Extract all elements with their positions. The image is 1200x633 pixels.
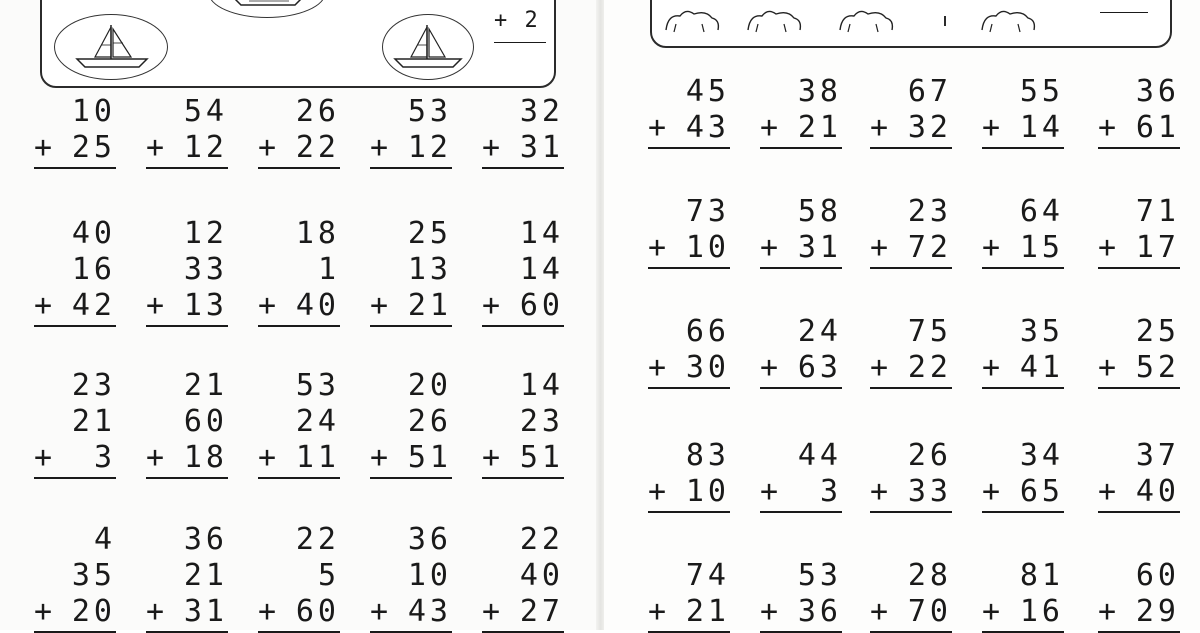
addend: 28	[907, 558, 952, 593]
operator-row	[982, 110, 1064, 149]
addend: 22	[295, 522, 340, 557]
addend: 66	[685, 314, 730, 349]
last-addend: 60	[519, 288, 564, 323]
plus-sign: +	[258, 130, 277, 165]
dog-icon	[978, 6, 1038, 34]
plus-sign: +	[982, 110, 1001, 145]
last-addend: 17	[1135, 230, 1180, 265]
addition-problem	[370, 216, 452, 327]
operator-row	[648, 474, 730, 513]
addend: 18	[295, 216, 340, 251]
operator-row	[1098, 230, 1180, 269]
last-addend: 43	[685, 110, 730, 145]
last-addend: 40	[1135, 474, 1180, 509]
addition-problem	[760, 438, 842, 513]
operator-row	[648, 230, 730, 269]
addend: 83	[685, 438, 730, 473]
header-value: 2	[524, 8, 540, 33]
plus-sign: +	[760, 230, 779, 265]
addend: 40	[71, 216, 116, 251]
last-addend: 40	[295, 288, 340, 323]
plus-sign: +	[34, 440, 53, 475]
addend: 71	[1135, 194, 1180, 229]
operator-row	[648, 350, 730, 389]
addition-problem	[1098, 314, 1180, 389]
plus-sign: +	[982, 594, 1001, 629]
last-addend: 41	[1019, 350, 1064, 385]
last-addend: 30	[685, 350, 730, 385]
addend: 20	[407, 368, 452, 403]
addend: 55	[1019, 74, 1064, 109]
last-addend: 10	[685, 230, 730, 265]
plus-sign: +	[34, 594, 53, 629]
addition-problem	[146, 368, 228, 479]
addend: 75	[907, 314, 952, 349]
addend: 10	[71, 94, 116, 129]
last-addend: 65	[1019, 474, 1064, 509]
addition-problem	[146, 94, 228, 169]
plus-sign: +	[870, 230, 889, 265]
addition-problem	[760, 314, 842, 389]
operator-row	[258, 130, 340, 169]
last-addend: 51	[519, 440, 564, 475]
header-answer-line	[494, 42, 546, 43]
operator-row	[146, 594, 228, 633]
addend: 21	[71, 404, 116, 439]
addition-problem	[648, 74, 730, 149]
plus-sign: +	[370, 130, 389, 165]
addend: 54	[183, 94, 228, 129]
operator-row	[258, 594, 340, 633]
addend: 24	[295, 404, 340, 439]
last-addend: 12	[407, 130, 452, 165]
operator-row	[1098, 110, 1180, 149]
operator-row	[482, 440, 564, 479]
operator-row	[1098, 474, 1180, 513]
addend: 14	[519, 368, 564, 403]
operator-row	[760, 474, 842, 513]
plus-sign: +	[146, 288, 165, 323]
operator-row	[482, 594, 564, 633]
plus-sign: +	[982, 230, 1001, 265]
addend: 36	[1135, 74, 1180, 109]
plus-sign: +	[760, 594, 779, 629]
addition-problem	[34, 216, 116, 327]
addition-problem	[870, 314, 952, 389]
plus-sign: +	[370, 288, 389, 323]
last-addend: 43	[407, 594, 452, 629]
addition-problem	[870, 438, 952, 513]
operator-row	[34, 288, 116, 327]
last-addend: 61	[1135, 110, 1180, 145]
last-addend: 13	[183, 288, 228, 323]
addend: 35	[1019, 314, 1064, 349]
addend: 13	[407, 252, 452, 287]
addition-problem	[370, 368, 452, 479]
operator-row	[370, 130, 452, 169]
last-addend: 22	[295, 130, 340, 165]
operator-row	[482, 288, 564, 327]
header-answer-line	[1100, 12, 1148, 13]
addend: 23	[907, 194, 952, 229]
plus-sign: +	[482, 130, 501, 165]
addition-problem	[258, 216, 340, 327]
plus-sign: +	[648, 110, 667, 145]
operator-row	[1098, 350, 1180, 389]
last-addend: 63	[797, 350, 842, 385]
plus-sign: +	[648, 474, 667, 509]
addend: 14	[519, 252, 564, 287]
addend: 40	[519, 558, 564, 593]
addition-problem	[34, 94, 116, 169]
plus-sign: +	[648, 594, 667, 629]
addition-problem	[258, 94, 340, 169]
operator-row	[146, 130, 228, 169]
last-addend: 16	[1019, 594, 1064, 629]
last-addend: 15	[1019, 230, 1064, 265]
addend: 22	[519, 522, 564, 557]
left-header-box	[40, 0, 556, 88]
addition-problem	[648, 194, 730, 269]
last-addend: 32	[907, 110, 952, 145]
plus-sign: +	[870, 350, 889, 385]
last-addend: 11	[295, 440, 340, 475]
operator-row	[870, 110, 952, 149]
addend: 73	[685, 194, 730, 229]
header-operator: +	[494, 8, 510, 33]
addend: 37	[1135, 438, 1180, 473]
plus-sign: +	[370, 594, 389, 629]
plus-sign: +	[258, 594, 277, 629]
addend: 67	[907, 74, 952, 109]
addition-problem	[482, 522, 564, 633]
plus-sign: +	[1098, 230, 1117, 265]
last-addend: 22	[907, 350, 952, 385]
addend: 60	[183, 404, 228, 439]
addend: 5	[317, 558, 340, 593]
plus-sign: +	[1098, 110, 1117, 145]
operator-row	[982, 594, 1064, 633]
addend: 64	[1019, 194, 1064, 229]
operator-row	[258, 288, 340, 327]
addend: 58	[797, 194, 842, 229]
addend: 36	[407, 522, 452, 557]
addend: 21	[183, 558, 228, 593]
addition-problem	[1098, 558, 1180, 633]
addition-problem	[258, 522, 340, 633]
plus-sign: +	[370, 440, 389, 475]
last-addend: 52	[1135, 350, 1180, 385]
addition-problem	[146, 216, 228, 327]
operator-row	[370, 440, 452, 479]
addition-problem	[648, 314, 730, 389]
plus-sign: +	[34, 130, 53, 165]
last-addend: 31	[183, 594, 228, 629]
header-partial-problem	[494, 8, 540, 33]
addition-problem	[482, 368, 564, 479]
plus-sign: +	[760, 350, 779, 385]
operator-row	[34, 130, 116, 169]
addend: 4	[93, 522, 116, 557]
operator-row	[870, 230, 952, 269]
addend: 38	[797, 74, 842, 109]
addition-problem	[982, 438, 1064, 513]
dog-icon	[836, 6, 896, 34]
dog-icon	[662, 6, 722, 34]
plus-sign: +	[760, 474, 779, 509]
operator-row	[760, 230, 842, 269]
addition-problem	[982, 194, 1064, 269]
plus-sign: +	[648, 350, 667, 385]
last-addend: 3	[93, 440, 116, 475]
last-addend: 14	[1019, 110, 1064, 145]
last-addend: 25	[71, 130, 116, 165]
operator-row	[370, 594, 452, 633]
addend: 16	[71, 252, 116, 287]
operator-row	[870, 350, 952, 389]
last-addend: 3	[819, 474, 842, 509]
addition-problem	[982, 314, 1064, 389]
plus-sign: +	[1098, 594, 1117, 629]
addition-problem	[982, 74, 1064, 149]
last-addend: 31	[797, 230, 842, 265]
operator-row	[370, 288, 452, 327]
plus-sign: +	[982, 474, 1001, 509]
plus-sign: +	[1098, 474, 1117, 509]
plus-sign: +	[870, 110, 889, 145]
last-addend: 31	[519, 130, 564, 165]
addend: 25	[407, 216, 452, 251]
addend: 74	[685, 558, 730, 593]
plus-sign: +	[146, 594, 165, 629]
addend: 53	[295, 368, 340, 403]
addition-problem	[648, 438, 730, 513]
addend: 34	[1019, 438, 1064, 473]
last-addend: 12	[183, 130, 228, 165]
addition-problem	[258, 368, 340, 479]
addend: 36	[183, 522, 228, 557]
last-addend: 72	[907, 230, 952, 265]
addition-problem	[370, 522, 452, 633]
last-addend: 21	[797, 110, 842, 145]
addend: 44	[797, 438, 842, 473]
last-addend: 21	[685, 594, 730, 629]
last-addend: 29	[1135, 594, 1180, 629]
addition-problem	[870, 74, 952, 149]
addend: 21	[183, 368, 228, 403]
addend: 33	[183, 252, 228, 287]
addition-problem	[1098, 438, 1180, 513]
operator-row	[982, 474, 1064, 513]
addition-problem	[34, 522, 116, 633]
plus-sign: +	[870, 474, 889, 509]
addition-problem	[648, 558, 730, 633]
addend: 14	[519, 216, 564, 251]
addend: 53	[407, 94, 452, 129]
plus-sign: +	[648, 230, 667, 265]
addend: 26	[295, 94, 340, 129]
plus-sign: +	[982, 350, 1001, 385]
plus-sign: +	[1098, 350, 1117, 385]
addend: 26	[907, 438, 952, 473]
addend: 53	[797, 558, 842, 593]
addend: 23	[519, 404, 564, 439]
last-addend: 21	[407, 288, 452, 323]
addend: 1	[317, 252, 340, 287]
operator-row	[1098, 594, 1180, 633]
addend: 45	[685, 74, 730, 109]
operator-row	[482, 130, 564, 169]
operator-row	[146, 288, 228, 327]
addend: 35	[71, 558, 116, 593]
plus-sign: +	[146, 440, 165, 475]
addition-problem	[34, 368, 116, 479]
addition-problem	[870, 558, 952, 633]
plus-sign: +	[482, 594, 501, 629]
operator-row	[760, 110, 842, 149]
addend: 23	[71, 368, 116, 403]
last-addend: 27	[519, 594, 564, 629]
addition-problem	[1098, 194, 1180, 269]
operator-row	[760, 350, 842, 389]
addition-problem	[1098, 74, 1180, 149]
operator-row	[982, 350, 1064, 389]
addition-problem	[482, 94, 564, 169]
last-addend: 18	[183, 440, 228, 475]
operator-row	[648, 110, 730, 149]
addend: 10	[407, 558, 452, 593]
last-addend: 36	[797, 594, 842, 629]
addition-problem	[870, 194, 952, 269]
addition-problem	[982, 558, 1064, 633]
operator-row	[34, 440, 116, 479]
plus-sign: +	[34, 288, 53, 323]
operator-row	[258, 440, 340, 479]
sailboat-icon	[382, 14, 474, 80]
plus-sign: +	[760, 110, 779, 145]
addend: 60	[1135, 558, 1180, 593]
addend: 25	[1135, 314, 1180, 349]
right-page	[604, 0, 1200, 630]
left-page	[0, 0, 600, 630]
addition-problem	[370, 94, 452, 169]
last-addend: 20	[71, 594, 116, 629]
last-addend: 60	[295, 594, 340, 629]
last-addend: 42	[71, 288, 116, 323]
plus-sign: +	[482, 288, 501, 323]
addition-problem	[760, 558, 842, 633]
addition-problem	[760, 194, 842, 269]
dog-icon	[744, 6, 804, 34]
last-addend: 51	[407, 440, 452, 475]
sailboat-icon	[208, 0, 326, 18]
operator-row	[146, 440, 228, 479]
plus-sign: +	[258, 440, 277, 475]
operator-row	[648, 594, 730, 633]
addition-problem	[760, 74, 842, 149]
addition-problem	[146, 522, 228, 633]
sailboat-icon	[54, 14, 168, 80]
addend: 81	[1019, 558, 1064, 593]
addend: 24	[797, 314, 842, 349]
addend: 32	[519, 94, 564, 129]
plus-sign: +	[146, 130, 165, 165]
last-addend: 33	[907, 474, 952, 509]
plus-sign: +	[258, 288, 277, 323]
last-addend: 70	[907, 594, 952, 629]
operator-row	[760, 594, 842, 633]
operator-row	[982, 230, 1064, 269]
addend: 12	[183, 216, 228, 251]
addition-problem	[482, 216, 564, 327]
operator-row	[870, 474, 952, 513]
addend: 26	[407, 404, 452, 439]
plus-sign: +	[870, 594, 889, 629]
plus-sign: +	[482, 440, 501, 475]
operator-row	[34, 594, 116, 633]
last-addend: 10	[685, 474, 730, 509]
header-divider	[944, 16, 946, 26]
right-header-box	[650, 0, 1172, 48]
operator-row	[870, 594, 952, 633]
